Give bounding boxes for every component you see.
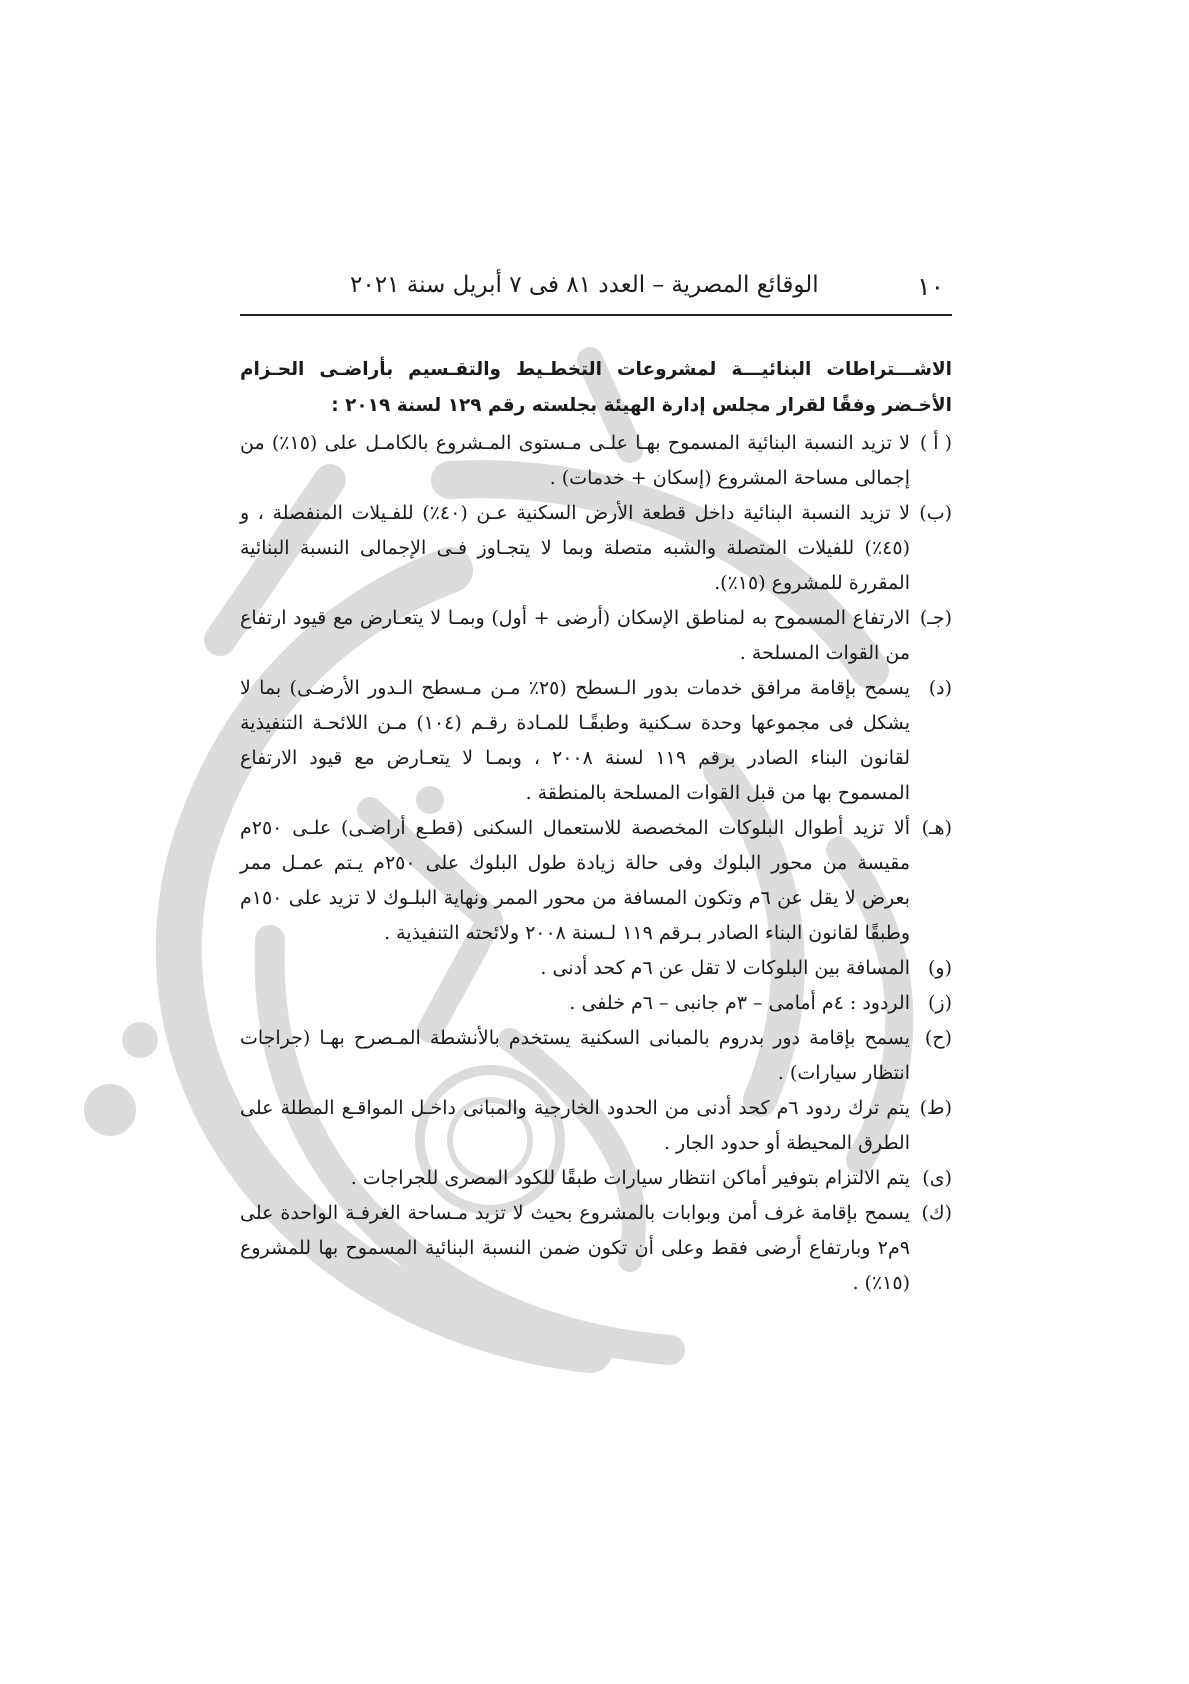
- clause-label: (ب): [919, 502, 952, 524]
- clause-j: [240, 1161, 952, 1196]
- header-divider: [240, 314, 952, 316]
- clause-k: [240, 1196, 952, 1301]
- clause-text: لا تزيد النسبة البنائية داخل قطعة الأرض السكنية عـن (٤٠٪) للفـيلات المنفصلة ، و (٤٥٪) للفيلات المتصلة والشبه متصلة وبما لا يتجـاوز فـى الإجمالى النسبة البنائية المقررة للمشروع (١٥٪).: [240, 502, 910, 594]
- clause-label: (ز): [927, 992, 952, 1014]
- clause-label: (و): [927, 957, 952, 979]
- clause-list: [240, 426, 952, 1301]
- clause-label: (ط): [919, 1097, 952, 1119]
- clause-i: [240, 1091, 952, 1161]
- clause-label: (ح): [924, 1027, 952, 1049]
- clause-text: يسمح بإقامة مرافق خدمات بدور الـسطح (٢٥٪ مـن مـسطح الـدور الأرضـى) بما لا يشكل فى مجموعها وحدة سـكنية وطبقًـا للمـادة رقـم (١٠٤) مـن اللائحـة التنفيذية لقانون البناء الصادر برقم ١١٩ لسنة ٢٠٠٨ ، وبمـا لا يتعـارض مع قيود الارتفاع المسموح بها من قبل القوات المسلحة بالمنطقة .: [240, 677, 910, 804]
- clause-label: (ك): [921, 1202, 952, 1224]
- clause-text: يتم الالتزام بتوفير أماكن انتظار سيارات طبقًا للكود المصرى للجراجات .: [350, 1167, 910, 1189]
- clause-d: [240, 671, 952, 811]
- clause-g: [240, 986, 952, 1021]
- clause-label: (هـ): [921, 817, 952, 839]
- clause-text: الارتفاع المسموح به لمناطق الإسكان (أرضى + أول) وبمـا لا يتعـارض مع قيود ارتفاع من القوات المسلحة .: [240, 607, 910, 664]
- clause-text: ألا تزيد أطوال البلوكات المخصصة للاستعمال السكنى (قطـع أراضـى) علـى ٢٥٠م مقيسة من محور البلوك وفى حالة زيادة طول البلوك على ٢٥٠م يـتم عمـل ممر بعرض لا يقل عن ٦م وتكون المسافة من محور الممر ونهاية البلـوك لا تزيد على ١٥٠م وطبقًا لقانون البناء الصادر بـرقم ١١٩ لـسنة ٢٠٠٨ ولائحته التنفيذية .: [240, 817, 910, 944]
- gazette-title: الوقائع المصرية – العدد ٨١ فى ٧ أبريل سنة ٢٠٢١: [350, 272, 819, 298]
- clause-h: [240, 1021, 952, 1091]
- section-heading: الاشـــتراطات البنائيـــة لمشروعات التخطـيط والتقـسيم بأراضـى الحـزام الأخـضر وفقًا لقرار مجلس إدارة الهيئة بجلسته رقم ١٢٩ لسنة ٢٠١٩ :: [240, 359, 952, 416]
- clause-b: [240, 496, 952, 601]
- clause-label: (د): [928, 677, 952, 699]
- clause-label: (ى): [922, 1167, 952, 1189]
- clause-a: [240, 426, 952, 496]
- document-body: [240, 352, 952, 1301]
- clause-text: الردود : ٤م أمامى – ٣م جانبى – ٦م خلفى .: [569, 992, 910, 1014]
- clause-c: [240, 601, 952, 671]
- clause-text: يتم ترك ردود ٦م كحد أدنى من الحدود الخارجية والمبانى داخـل المواقـع المطلة على الطرق المحيطة أو حدود الجار .: [240, 1097, 910, 1154]
- page-header: [240, 272, 952, 316]
- clause-text: المسافة بين البلوكات لا تقل عن ٦م كحد أدنى .: [540, 957, 910, 979]
- clause-label: ( أ ): [919, 432, 952, 454]
- clause-text: لا تزيد النسبة البنائية المسموح بهـا علـى مـستوى المـشروع بالكامـل على (١٥٪) من إجمالى مساحة المشروع (إسكان + خدمات) .: [240, 432, 910, 489]
- clause-text: يسمح بإقامة غرف أمن وبوابات بالمشروع بحيث لا تزيد مـساحة الغرفـة الواحدة على ٩م٢ وبارتفاع أرضى فقط وعلى أن تكون ضمن النسبة البنائية المسموح بها للمشروع (١٥٪) .: [240, 1202, 910, 1294]
- page-number: ١٠: [917, 272, 944, 301]
- clause-label: (جـ): [919, 607, 952, 629]
- clause-e: [240, 811, 952, 951]
- clause-f: [240, 951, 952, 986]
- clause-text: يسمح بإقامة دور بدروم بالمبانى السكنية يستخدم بالأنشطة المـصرح بهـا (جراجات انتظار سيارات) .: [240, 1027, 910, 1084]
